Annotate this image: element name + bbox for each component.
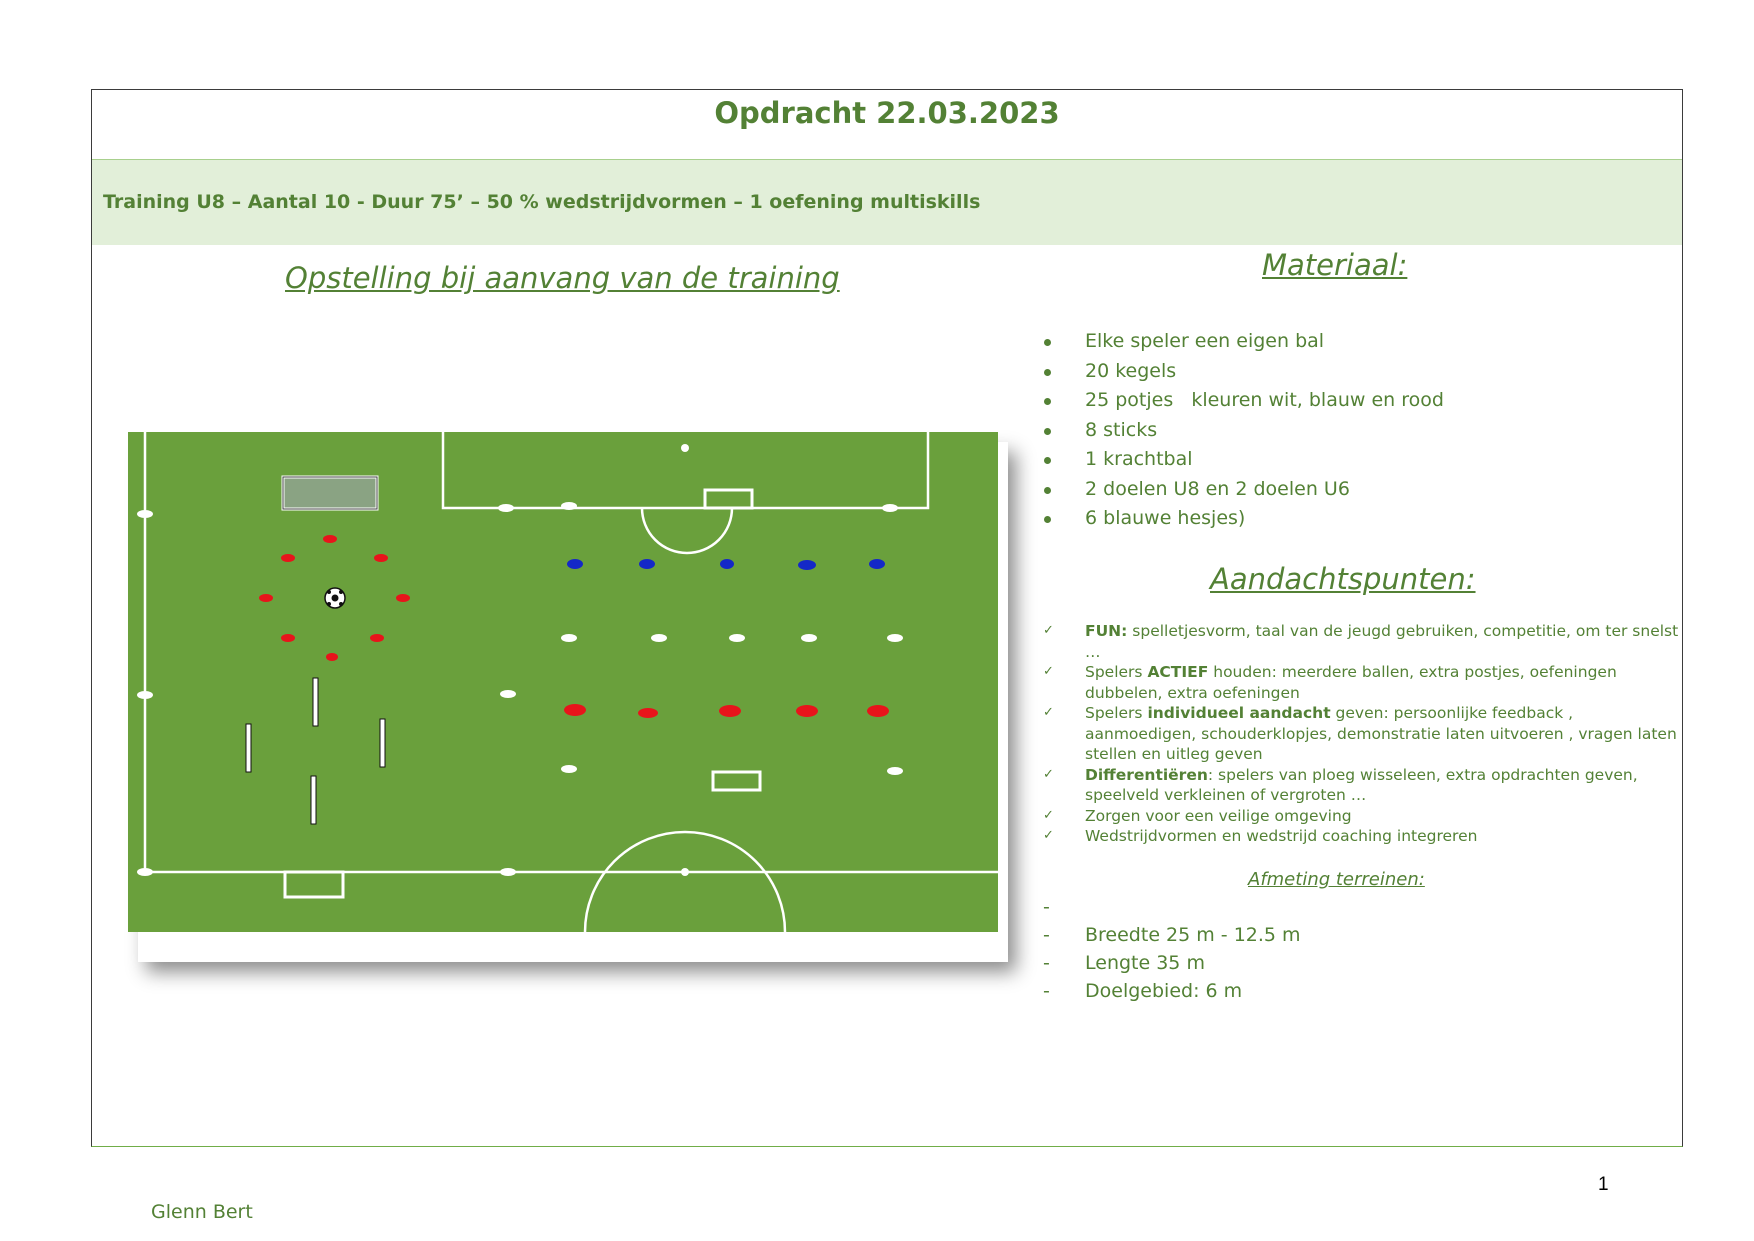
attention-list <box>1040 621 1680 847</box>
list-item: - Breedte 25 m - 12.5 m <box>1040 921 1301 949</box>
bullet-icon <box>1044 339 1051 346</box>
list-item: 2 doelen U8 en 2 doelen U6 <box>1040 475 1444 505</box>
checkmark-icon: ✓ <box>1043 828 1054 843</box>
list-item: 6 blauwe hesjes) <box>1040 504 1444 534</box>
list-item: 20 kegels <box>1040 357 1444 387</box>
training-field-diagram <box>128 432 998 932</box>
list-item: ✓ Spelers individueel aandacht geven: persoonlijke feedback , aanmoedigen, schouderklopjes, demonstratie laten uitvoeren , vragen laten stellen en uitleg geven <box>1043 704 1677 763</box>
checkmark-icon: ✓ <box>1043 766 1054 782</box>
document-title: Opdracht 22.03.2023 <box>714 96 1060 130</box>
dimensions-heading: Afmeting terreinen: <box>1248 869 1425 890</box>
list-item <box>1040 893 1301 921</box>
attention-heading: Aandachtspunten: <box>1210 562 1476 596</box>
penalty-spot <box>681 444 689 452</box>
list-item: 8 sticks <box>1040 416 1444 446</box>
materials-list <box>1040 327 1444 534</box>
list-item: ✓ Differentiëren: spelers van ploeg wisseleen, extra opdrachten geven, speelveld verkleinen of vergroten … <box>1043 765 1638 804</box>
list-item: ✓ Wedstrijdvormen en wedstrijd coaching integreren <box>1043 827 1478 845</box>
center-spot <box>681 868 689 876</box>
bullet-icon <box>1044 369 1051 376</box>
list-item: ✓ Spelers ACTIEF houden: meerdere ballen, extra postjes, oefeningen dubbelen, extra oefeningen <box>1043 663 1617 702</box>
bullet-icon <box>1044 516 1051 523</box>
materials-heading: Materiaal: <box>1262 248 1408 282</box>
subtitle-band <box>92 160 1682 245</box>
dash-icon: - <box>1043 924 1050 946</box>
goal-top-left <box>283 477 377 509</box>
list-item: ✓ FUN: spelletjesvorm, taal van de jeugd gebruiken, competitie, om ter snelst … <box>1043 622 1679 661</box>
author-name: Glenn Bert <box>151 1201 253 1223</box>
list-item: ✓ Zorgen voor een veilige omgeving <box>1043 806 1352 825</box>
list-item: - Doelgebied: 6 m <box>1040 977 1301 1005</box>
dash-icon: - <box>1043 980 1050 1002</box>
bullet-icon <box>1044 428 1051 435</box>
page-number: 1 <box>1598 1174 1609 1195</box>
setup-heading: Opstelling bij aanvang van de training <box>285 261 840 295</box>
checkmark-icon: ✓ <box>1043 623 1054 638</box>
subtitle-text: Training U8 – Aantal 10 - Duur 75’ – 50 % wedstrijdvormen – 1 oefening multiskills <box>103 191 981 213</box>
list-item: 1 krachtbal <box>1040 445 1444 475</box>
checkmark-icon: ✓ <box>1043 664 1054 679</box>
checkmark-icon: ✓ <box>1043 807 1054 823</box>
list-item: 25 potjes kleuren wit, blauw en rood <box>1040 386 1444 416</box>
ball-icon <box>325 588 345 608</box>
bullet-icon <box>1044 457 1051 464</box>
dash-icon: - <box>1043 896 1050 918</box>
bullet-icon <box>1044 398 1051 405</box>
dash-icon: - <box>1043 952 1050 974</box>
checkmark-icon: ✓ <box>1043 705 1054 720</box>
bullet-icon <box>1044 487 1051 494</box>
list-item: - Lengte 35 m <box>1040 949 1301 977</box>
dimensions-list <box>1040 893 1301 1005</box>
list-item: Elke speler een eigen bal <box>1040 327 1444 357</box>
